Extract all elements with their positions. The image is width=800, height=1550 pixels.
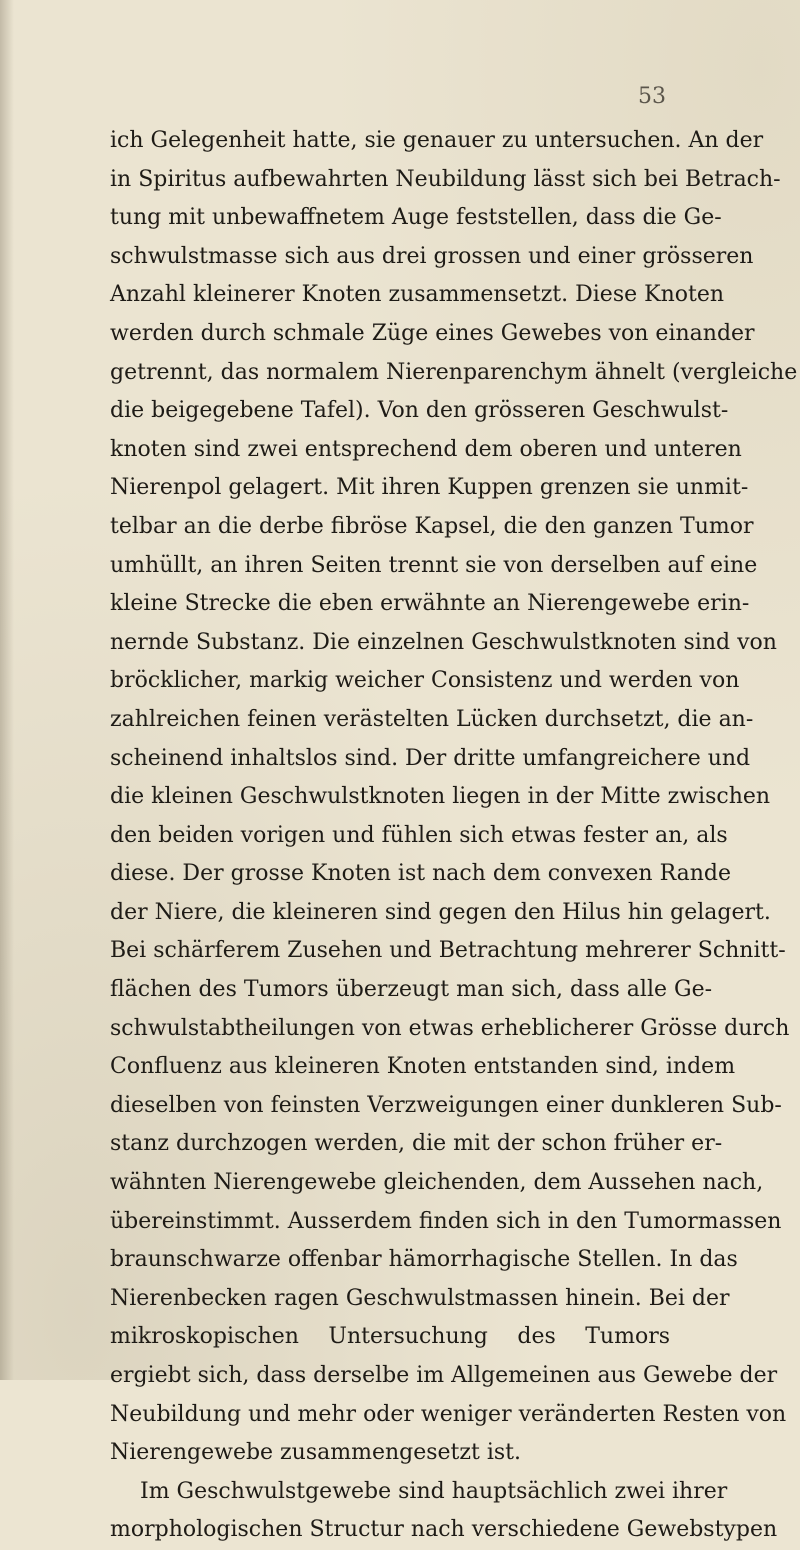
text-line: Neubildung und mehr oder weniger veränderten Resten von	[110, 1401, 787, 1427]
text-line: diese. Der grosse Knoten ist nach dem convexen Rande	[110, 861, 732, 887]
text-line: Bei schärferem Zusehen und Betrachtung mehrerer Schnitt-	[110, 938, 786, 964]
text-line: Anzahl kleinerer Knoten zusammensetzt. Diese Knoten	[110, 282, 725, 308]
text-line: nernde Substanz. Die einzelnen Geschwulstknoten sind von	[110, 629, 777, 655]
text-line: der Niere, die kleineren sind gegen den Hilus hin gelagert.	[110, 899, 771, 925]
text-line: Nierenpol gelagert. Mit ihren Kuppen grenzen sie unmit-	[110, 475, 749, 501]
text-line: umhüllt, an ihren Seiten trennt sie von derselben auf eine	[110, 552, 758, 578]
text-line: werden durch schmale Züge eines Gewebes von einander	[110, 320, 755, 346]
text-line: Im Geschwulstgewebe sind hauptsächlich zwei ihrer	[140, 1478, 728, 1504]
text-line: schwulstmasse sich aus drei grossen und einer grösseren	[110, 243, 754, 269]
text-line: flächen des Tumors überzeugt man sich, dass alle Ge-	[110, 977, 713, 1003]
page-number: 53	[638, 84, 666, 109]
text-line: wähnten Nierengewebe gleichenden, dem Aussehen nach,	[110, 1170, 764, 1196]
text-line: bröcklicher, markig weicher Consistenz und werden von	[110, 668, 740, 694]
text-line: ich Gelegenheit hatte, sie genauer zu untersuchen. An der	[110, 128, 764, 153]
text-line: die beigegebene Tafel). Von den grösseren Geschwulst-	[110, 398, 729, 424]
text-line: Nierengewebe zusammengesetzt ist.	[110, 1440, 521, 1466]
text-line: telbar an die derbe fibröse Kapsel, die den ganzen Tumor	[110, 513, 754, 539]
binding-shadow	[0, 0, 14, 1380]
text-line: morphologischen Structur nach verschiedene Gewebstypen	[110, 1517, 778, 1543]
text-line: den beiden vorigen und fühlen sich etwas fester an, als	[110, 822, 728, 848]
text-line: zahlreichen feinen verästelten Lücken durchsetzt, die an-	[110, 706, 754, 732]
text-line: getrennt, das normalem Nierenparenchym ähnelt (vergleiche	[110, 359, 798, 385]
text-line: übereinstimmt. Ausserdem finden sich in den Tumormassen	[110, 1208, 782, 1234]
text-line: mikroskopischen Untersuchung des Tumors	[110, 1324, 670, 1350]
text-line: die kleinen Geschwulstknoten liegen in der Mitte zwischen	[110, 784, 771, 810]
text-line: ergiebt sich, dass derselbe im Allgemeinen aus Gewebe der	[110, 1363, 778, 1388]
text-line: braunschwarze offenbar hämorrhagische Stellen. In das	[110, 1247, 738, 1273]
body-text	[110, 122, 798, 1550]
text-line: Confluenz aus kleineren Knoten entstanden sind, indem	[110, 1054, 736, 1080]
text-line: kleine Strecke die eben erwähnte an Nierengewebe erin-	[110, 591, 750, 617]
text-line: Nierenbecken ragen Geschwulstmassen hinein. Bei der	[110, 1285, 730, 1311]
text-line: schwulstabtheilungen von etwas erheblicherer Grösse durch	[110, 1015, 790, 1041]
text-line: tung mit unbewaffnetem Auge feststellen, dass die Ge-	[110, 205, 722, 231]
text-line: stanz durchzogen werden, die mit der schon früher er-	[110, 1131, 723, 1157]
text-line: in Spiritus aufbewahrten Neubildung lässt sich bei Betrach-	[110, 166, 781, 192]
text-line: knoten sind zwei entsprechend dem oberen und unteren	[110, 436, 742, 462]
text-line: dieselben von feinsten Verzweigungen einer dunkleren Sub-	[110, 1092, 782, 1118]
text-line: scheinend inhaltslos sind. Der dritte umfangreichere und	[110, 745, 751, 771]
